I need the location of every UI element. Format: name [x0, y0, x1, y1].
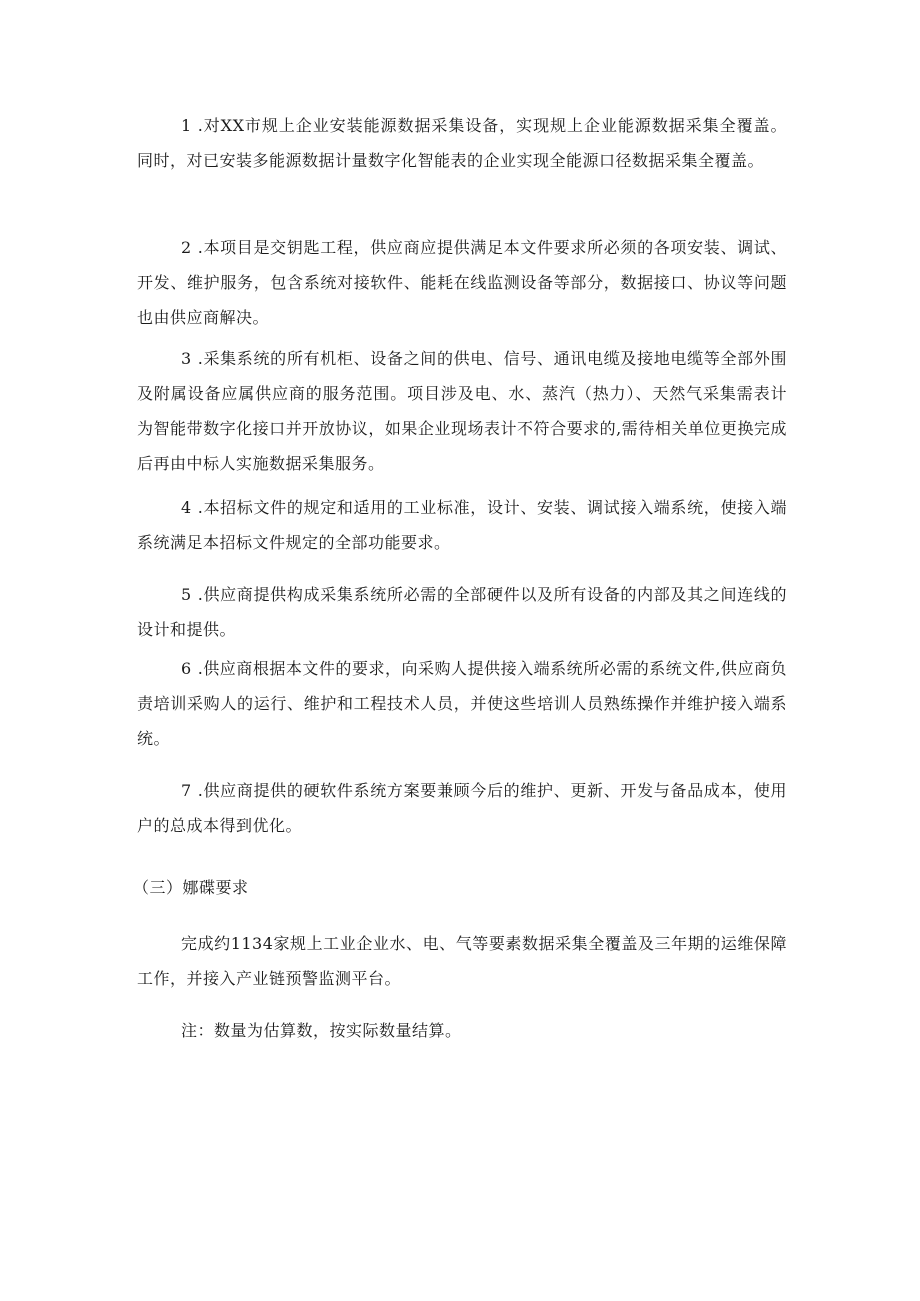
section-body: 完成约1134家规上工业企业水、电、气等要素数据采集全覆盖及三年期的运维保障工作，并接入产业链预警监测平台。 [137, 934, 787, 988]
requirement-item-2 [137, 230, 787, 335]
item-text: .供应商根据本文件的要求，向采购人提供接入端系统所必需的系统文件,供应商负责培训采购人的运行、维护和工程技术人员，并使这些培训人员熟练操作并维护接入端系统。 [137, 659, 787, 748]
item-number: 3 [181, 349, 192, 368]
item-number: 6 [181, 659, 192, 678]
requirement-item-6 [137, 651, 787, 756]
item-number: 7 [181, 781, 192, 800]
requirement-item-1 [137, 108, 787, 178]
requirement-item-3 [137, 341, 787, 481]
note-text: 注：数量为估算数，按实际数量结算。 [181, 1021, 462, 1040]
requirement-item-4 [137, 490, 787, 560]
item-text: .对XX市规上企业安装能源数据采集设备，实现规上企业能源数据采集全覆盖。同时，对已安装多能源数据计量数字化智能表的企业实现全能源口径数据采集全覆盖。 [137, 116, 787, 170]
requirement-item-5 [137, 577, 787, 647]
item-text: .采集系统的所有机柜、设备之间的供电、信号、通讯电缆及接地电缆等全部外围及附属设备应属供应商的服务范围。项目涉及电、水、蒸汽（热力）、天然气采集需表计为智能带数字化接口并开放协议，如果企业现场表计不符合要求的,需待相关单位更换完成后再由中标人实施数据采集服务。 [137, 349, 787, 473]
requirement-item-7 [137, 773, 787, 843]
item-number: 2 [181, 238, 192, 257]
item-text: .供应商提供的硬软件系统方案要兼顾今后的维护、更新、开发与备品成本，使用户的总成本得到优化。 [137, 781, 787, 835]
item-number: 4 [181, 498, 192, 517]
item-text: .供应商提供构成采集系统所必需的全部硬件以及所有设备的内部及其之间连线的设计和提供。 [137, 585, 787, 639]
item-number: 5 [181, 585, 192, 604]
item-number: 1 [181, 116, 192, 135]
item-text: .本招标文件的规定和适用的工业标准，设计、安装、调试接入端系统，使接入端系统满足本招标文件规定的全部功能要求。 [137, 498, 787, 552]
section-heading: （三）娜碟要求 [133, 878, 249, 897]
item-text: .本项目是交钥匙工程，供应商应提供满足本文件要求所必须的各项安装、调试、开发、维护服务，包含系统对接软件、能耗在线监测设备等部分，数据接口、协议等问题也由供应商解决。 [137, 238, 787, 327]
